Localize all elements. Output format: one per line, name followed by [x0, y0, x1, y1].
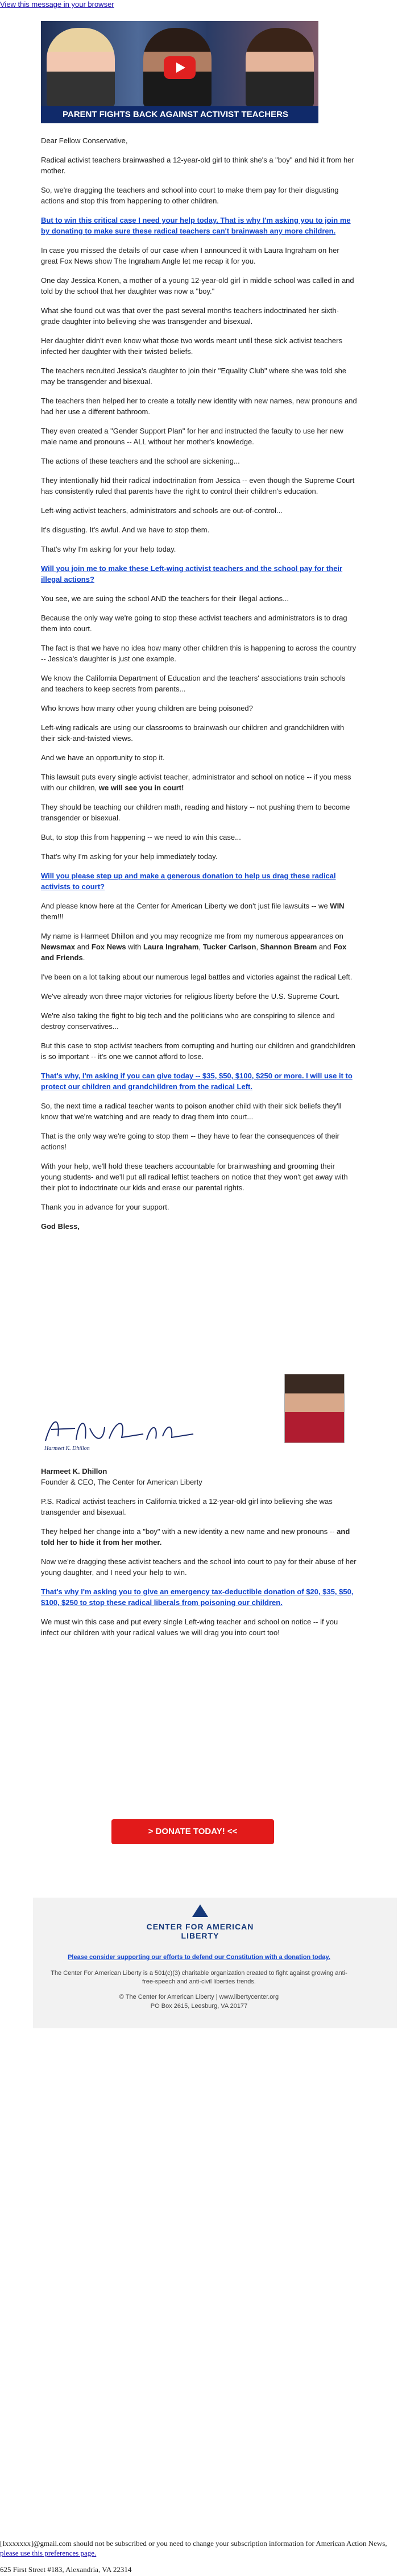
paragraph: Radical activist teachers brainwashed a 12-year-old girl to think she's a "boy" and hid it from her mother.: [41, 156, 354, 175]
letter-signoff: [41, 1466, 357, 1647]
closing: God Bless,: [41, 1222, 80, 1231]
signer-title: Founder & CEO, The Center for American Liberty: [41, 1478, 202, 1486]
signer-name: Harmeet K. Dhillon: [41, 1467, 107, 1475]
paragraph: Left-wing radicals are using our classrooms to brainwash our children and grandchildren with their sick-and-twisted views.: [41, 723, 345, 743]
handwritten-signature: [41, 1411, 212, 1452]
ps-paragraph: Now we're dragging these activist teachers and the school into court to pay for their abuse of her young daughter, and I need your help to win.: [41, 1557, 356, 1577]
video-chyron: PARENT FIGHTS BACK AGAINST ACTIVIST TEACHERS: [41, 106, 318, 123]
paragraph: They should be teaching our children math, reading and history -- not pushing them to become transgender or bisexual.: [41, 803, 350, 822]
ps-paragraph: P.S. Radical activist teachers in California tricked a 12-year-old girl into believing she was transgender and bisexual.: [41, 1497, 333, 1516]
mailing-address: PO Box 2615, Leesburg, VA 20177: [150, 2003, 248, 2010]
paragraph: That's why I'm asking for your help today.: [41, 545, 176, 553]
paragraph: We know the California Department of Education and the teachers' associations train schools and teachers to keep secrets from parents...: [41, 674, 346, 693]
win-paragraph: And please know here at the Center for American Liberty we don't just file lawsuits -- we WIN them!!!: [41, 902, 345, 921]
copyright: © The Center for American Liberty | www.libertycenter.org: [119, 1994, 279, 2000]
paragraph: They even created a "Gender Support Plan" for her and instructed the faculty to use her new male name and pronouns -- ALL without her mother's knowledge.: [41, 427, 343, 446]
paragraph: They intentionally hid their radical indoctrination from Jessica -- even though the Supreme Court has consistently ruled that parents have the right to control their children's education.: [41, 476, 355, 495]
paragraph: The teachers recruited Jessica's daughter to join their "Equality Club" where she was told she may be transgender and bisexual.: [41, 366, 347, 386]
support-link[interactable]: Please consider supporting our efforts to defend our Constitution with a donation today.: [68, 1954, 330, 1961]
paragraph: That's why I'm asking for your help immediately today.: [41, 852, 218, 861]
paragraph: What she found out was that over the past several months teachers indoctrinated her sixth-grade daughter into believing she was transgender and bisexual.: [41, 306, 339, 326]
paragraph: The teachers then helped her to create a totally new identity with new names, new pronouns and had her use a different bathroom.: [41, 397, 357, 416]
paragraph: So, we're dragging the teachers and school into court to make them pay for their disgusting actions and stop this from happening to other children.: [41, 186, 339, 205]
paragraph: You see, we are suing the school AND the teachers for their illegal actions...: [41, 594, 289, 603]
video-thumbnail[interactable]: [41, 21, 318, 123]
paragraph: That is the only way we're going to stop them -- they have to fear the consequences of their actions!: [41, 1132, 339, 1151]
charity-statement: The Center For American Liberty is a 501(c)(3) charitable organization created to fight against growing anti-free-speech and anti-civil liberties trends.: [51, 1970, 347, 1985]
paragraph: Her daughter didn't even know what those two words meant until these sick activist teachers infected her daughter with their twisted beliefs.: [41, 336, 342, 356]
donate-today-button[interactable]: > DONATE TODAY! <<: [111, 1819, 274, 1844]
liberty-logo-icon: [192, 1904, 208, 1917]
signer-block: [41, 1466, 357, 1487]
paragraph: We're also taking the fight to big tech and the politicians who are conspiring to silence and destroy conservatives...: [41, 1011, 335, 1031]
paragraph: But this case to stop activist teachers from corrupting and hurting our children and grandchildren is so important -- it's one we cannot afford to lose.: [41, 1041, 355, 1061]
sender-address: 625 First Street #183, Alexandria, VA 22314: [0, 2565, 132, 2574]
author-photo: [284, 1374, 345, 1443]
paragraph: We've already won three major victories for religious liberty before the U.S. Supreme Court.: [41, 992, 340, 1001]
ps-paragraph: We must win this case and put every single Left-wing teacher and school on notice -- if you infect our children with your radical values we will drag you into court too!: [41, 1618, 338, 1637]
paragraph: I've been on a lot talking about our numerous legal battles and victories against the radical Left.: [41, 973, 353, 981]
donate-link[interactable]: Will you join me to make these Left-wing activist teachers and the school pay for their illegal actions?: [41, 564, 343, 583]
guest-figure-2: [246, 28, 314, 107]
view-in-browser-link[interactable]: View this message in your browser: [0, 0, 114, 9]
paragraph: In case you missed the details of our case when I announced it with Laura Ingraham on her great Fox News show The Ingraham Angle let me recap it for you.: [41, 246, 339, 265]
paragraph: So, the next time a radical teacher wants to poison another child with their sick beliefs they'll know that we're watching and are ready to drag them into court...: [41, 1102, 342, 1121]
donate-link[interactable]: Will you please step up and make a generous donation to help us drag these radical activists to court?: [41, 872, 336, 891]
paragraph: Who knows how many other young children are being poisoned?: [41, 704, 253, 712]
ps-paragraph-2: They helped her change into a "boy" with a new identity a new name and new pronouns -- and told her to hide it from her mother.: [41, 1527, 350, 1547]
paragraph: The actions of these teachers and the school are sickening...: [41, 457, 240, 465]
preferences-link[interactable]: please use this preferences page.: [0, 2549, 97, 2557]
letter-body: [41, 135, 357, 1240]
paragraph: But, to stop this from happening -- we need to win this case...: [41, 833, 241, 841]
org-logo[interactable]: CENTER FOR AMERICAN LIBERTY: [132, 1904, 268, 1940]
paragraph: One day Jessica Konen, a mother of a young 12-year-old girl in middle school was called in and told by the school that her daughter was now a "boy.": [41, 276, 354, 295]
lawsuit-paragraph: This lawsuit puts every single activist teacher, administrator and school on notice -- if you mess with our children, we will see you in court!: [41, 773, 351, 792]
subscription-notice: [Ixxxxxxx]@gmail.com should not be subscribed or you need to change your subscription information for American Action News, please use this preferences page.: [0, 2539, 387, 2557]
paragraph: The fact is that we have no idea how many other children this is happening to across the country -- Jessica's daughter is just one example.: [41, 644, 356, 663]
signature-graphic: [41, 1411, 212, 1452]
donate-link[interactable]: But to win this critical case I need your help today. That is why I'm asking you to join me by donating to make sure these radical teachers can't brainwash any more children.: [41, 216, 351, 235]
paragraph: With your help, we'll hold these teachers accountable for brainwashing and grooming their young students- and we'll put all radical leftist teachers on notice that they won't get away with their plot to indoctrinate our kids and erase our parental rights.: [41, 1162, 348, 1192]
paragraph: It's disgusting. It's awful. And we have to stop them.: [41, 526, 210, 534]
play-icon[interactable]: [164, 56, 196, 79]
host-figure: [47, 28, 115, 107]
signature-script: Harmeet K. Dhillon: [44, 1445, 90, 1452]
paragraph: Because the only way we're going to stop these activist teachers and administrators is to drag them into court.: [41, 614, 347, 633]
paragraph: Left-wing activist teachers, administrators and schools are out-of-control...: [41, 506, 283, 515]
donate-link[interactable]: That's why, I'm asking if you can give today -- $35, $50, $100, $250 or more. I will use it to protect our children and grandchildren from the radical Left.: [41, 1072, 353, 1091]
paragraph: Thank you in advance for your support.: [41, 1203, 169, 1211]
bio-paragraph: My name is Harmeet Dhillon and you may recognize me from my numerous appearances on Newsmax and Fox News with Laura Ingraham, Tucker Carlson, Shannon Bream and Fox and Friends.: [41, 932, 347, 962]
donate-link[interactable]: That's why I'm asking you to give an emergency tax-deductible donation of $20, $35, $50, $100, $250 to stop these radical liberals from poisoning our children.: [41, 1587, 354, 1607]
paragraph: And we have an opportunity to stop it.: [41, 753, 165, 762]
greeting: Dear Fellow Conservative,: [41, 136, 128, 145]
